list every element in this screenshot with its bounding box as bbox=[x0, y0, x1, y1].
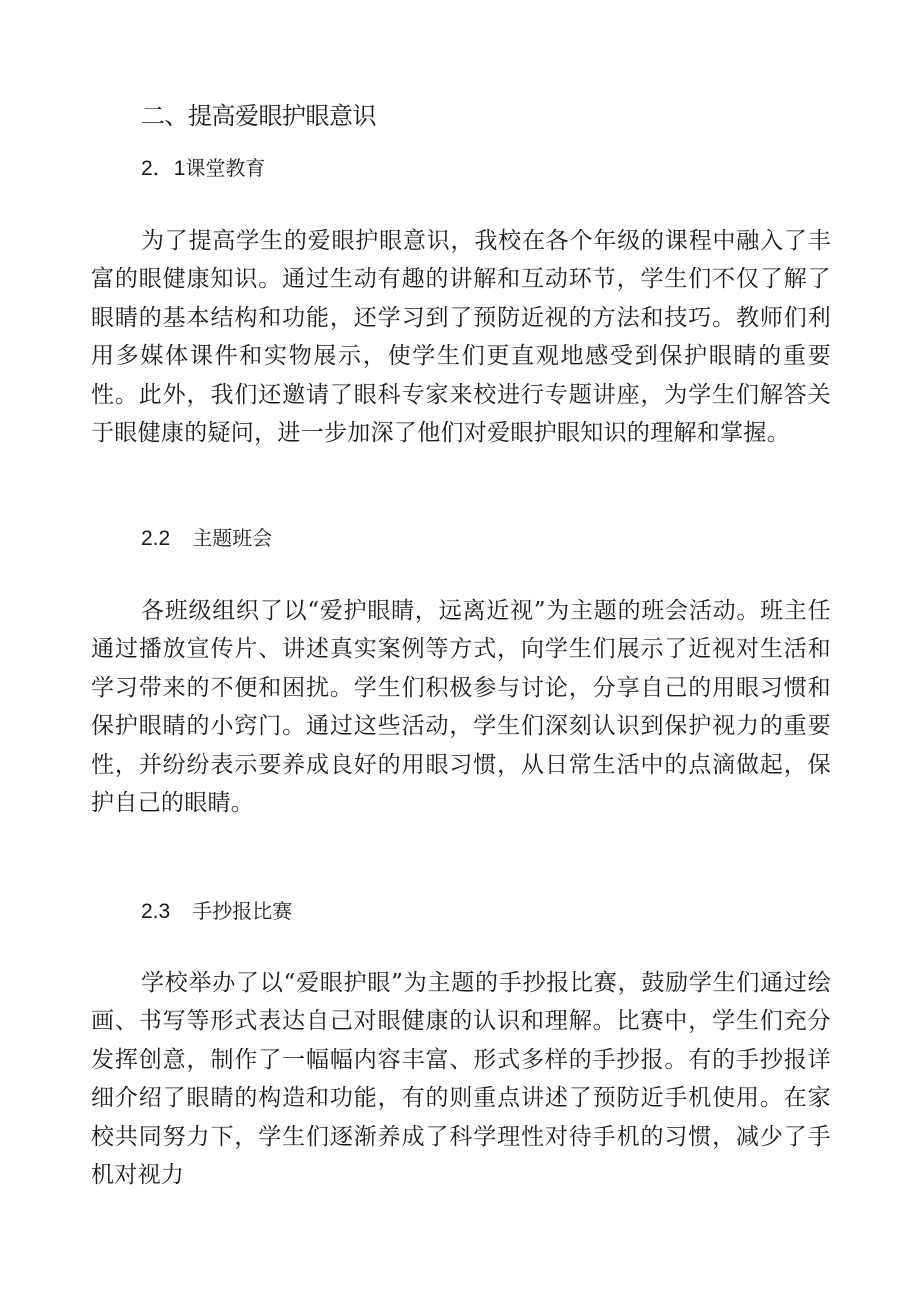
subsection-heading-2-2 bbox=[141, 523, 272, 554]
subsection-title: 主题班会 bbox=[192, 526, 273, 550]
paragraph-handwritten-newspaper-contest: 学校举办了以“爱眼护眼”为主题的手抄报比赛，鼓励学生们通过绘画、书写等形式表达自己对眼健康的认识和理解。比赛中，学生们充分发挥创意，制作了一幅幅内容丰富、形式多样的手抄报。有的手抄报详细介绍了眼睛的构造和功能，有的则重点讲述了预防近手机使用。在家校共同努力下，学生们逐渐养成了科学理性对待手机的习惯，减少了手机对视力 bbox=[91, 970, 831, 1189]
subsection-heading-2-3 bbox=[141, 896, 292, 927]
section-heading: 二、提高爱眼护眼意识 bbox=[141, 102, 376, 130]
subsection-number: 2.3 bbox=[141, 900, 171, 923]
paragraph-classroom-education: 为了提高学生的爱眼护眼意识，我校在各个年级的课程中融入了丰富的眼健康知识。通过生动有趣的讲解和互动环节，学生们不仅了解了眼睛的基本结构和功能，还学习到了预防近视的方法和技巧。教师们利用多媒体课件和实物展示，使学生们更直观地感受到保护眼睛的重要性。此外，我们还邀请了眼科专家来校进行专题讲座，为学生们解答关于眼健康的疑问，进一步加深了他们对爱眼护眼知识的理解和掌握。 bbox=[91, 228, 831, 447]
paragraph-theme-class-meeting: 各班级组织了以“爱护眼睛，远离近视”为主题的班会活动。班主任通过播放宣传片、讲述真实案例等方式，向学生们展示了近视对生活和学习带来的不便和困扰。学生们积极参与讨论，分享自己的用眼习惯和保护眼睛的小窍门。通过这些活动，学生们深刻认识到保护视力的重要性，并纷纷表示要养成良好的用眼习惯，从日常生活中的点滴做起，保护自己的眼睛。 bbox=[91, 598, 831, 817]
subsection-title: 课堂教育 bbox=[185, 156, 266, 180]
subsection-number: 2.2 bbox=[141, 527, 171, 550]
subsection-heading-2-1 bbox=[141, 153, 265, 184]
subsection-number: 2．1 bbox=[141, 157, 186, 180]
subsection-title: 手抄报比赛 bbox=[192, 899, 293, 923]
